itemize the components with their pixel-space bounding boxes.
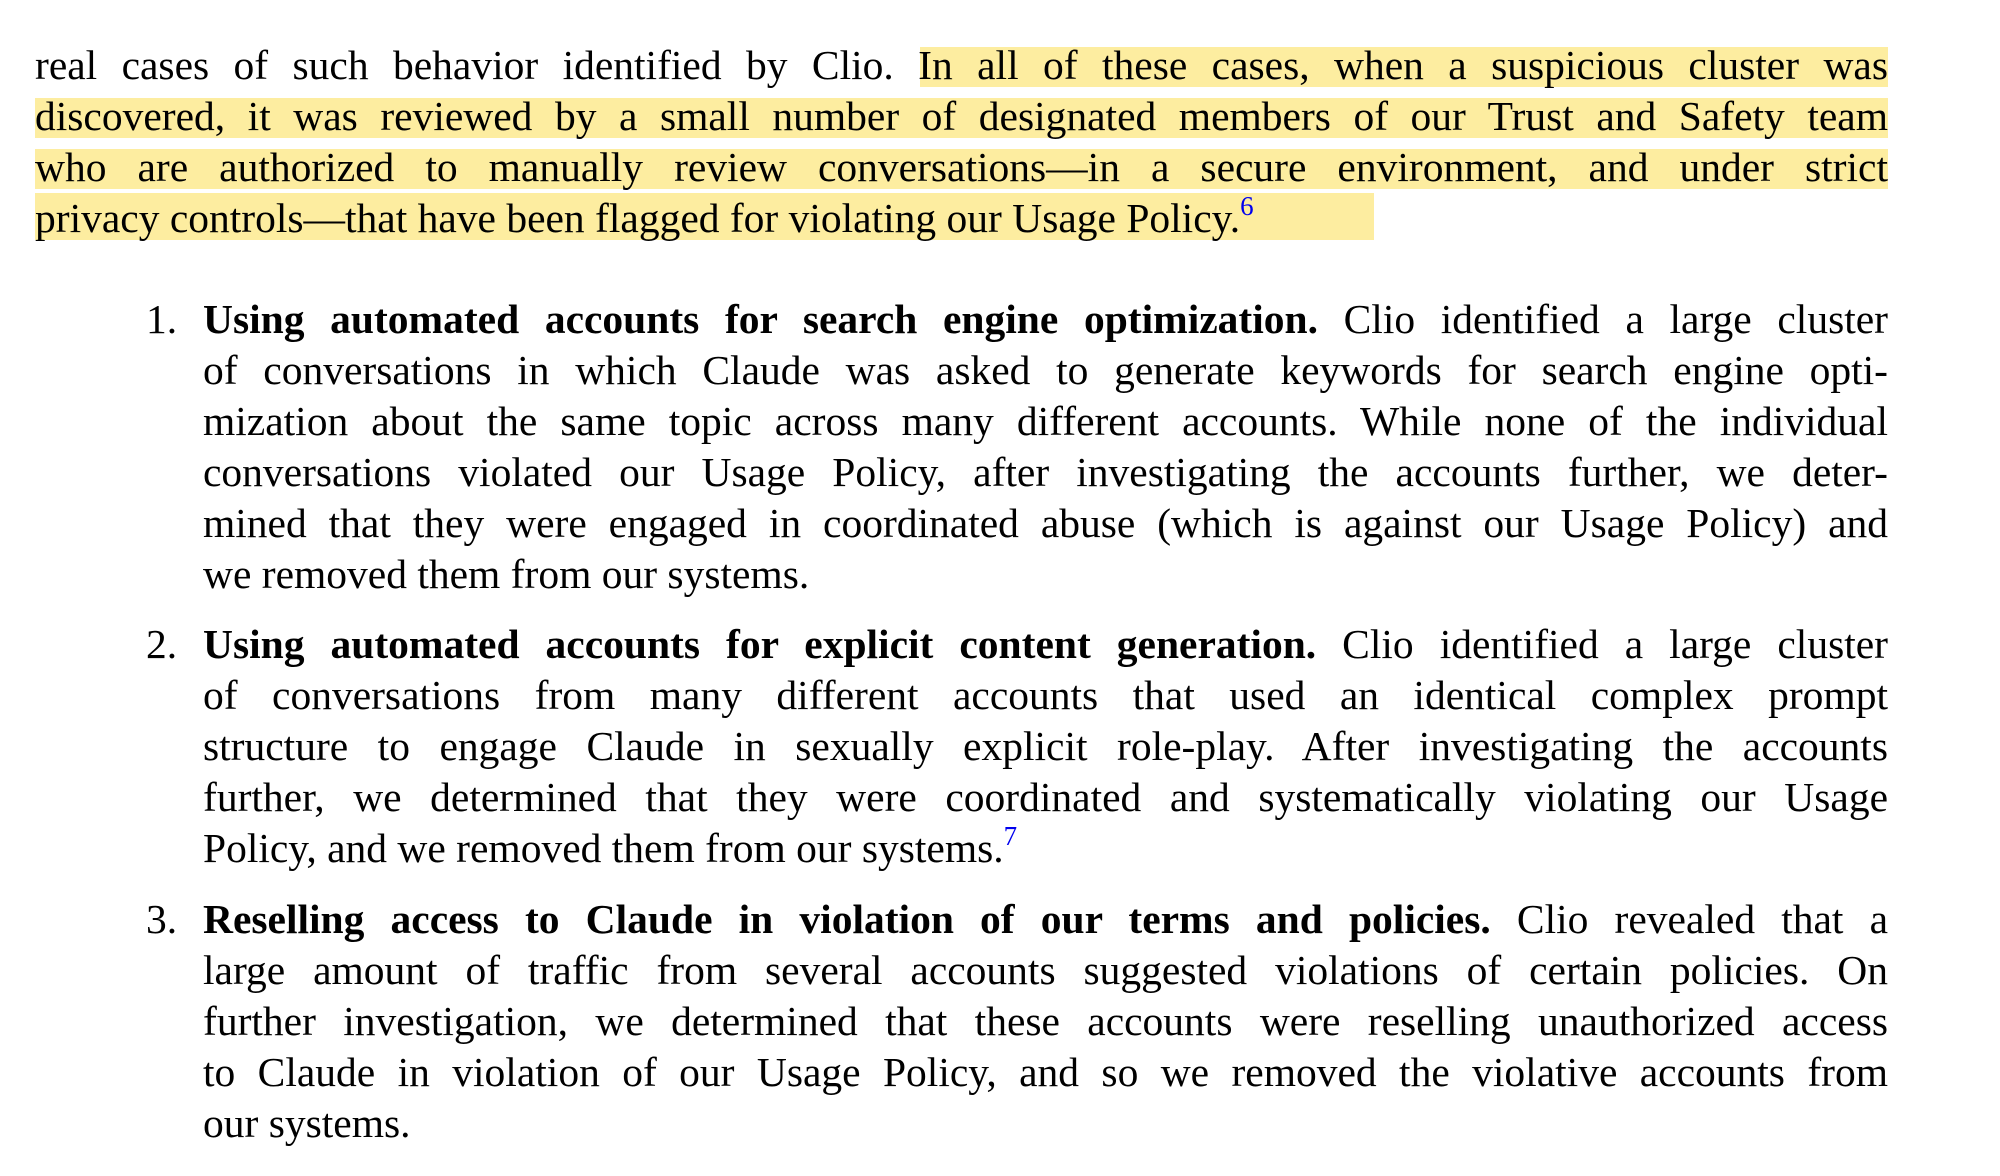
paragraph-text: real cases of such behavior identified by Clio.: [35, 42, 919, 88]
list-item-text: Clio identified a large cluster: [1317, 296, 1888, 342]
paragraph-line: [35, 193, 1888, 244]
list-line: large amount of traffic from several accounts suggested violations of certain policies. On: [203, 947, 1888, 993]
list-line: conversations violated our Usage Policy, after investigating the accounts further, we deter-: [203, 449, 1888, 495]
list-number: 1.: [146, 296, 178, 342]
list-item-title: Reselling access to Claude in violation of our terms and policies.: [203, 896, 1491, 942]
list-line: of conversations from many different accounts that used an identical complex prompt: [203, 672, 1888, 718]
list-line: [203, 894, 1888, 945]
highlighted-text: In all of these cases, when a suspicious cluster was: [918, 42, 1888, 88]
list-line: our systems.: [203, 1100, 411, 1146]
list-line: further investigation, we determined that these accounts were reselling unauthorized access: [203, 998, 1888, 1044]
list-line: mization about the same topic across many different accounts. While none of the individual: [203, 398, 1888, 444]
list-item-title: Using automated accounts for explicit content generation.: [203, 621, 1317, 667]
paragraph-line: [35, 91, 1888, 142]
list-item-text: Clio revealed that a: [1490, 896, 1889, 942]
paragraph-line: [35, 142, 1888, 193]
list-item-title: Using automated accounts for search engine optimization.: [203, 296, 1318, 342]
list-item-text: Policy, and we removed them from our systems.: [203, 825, 1004, 871]
list-item-text: Clio identified a large cluster: [1316, 621, 1888, 667]
list-line: [203, 823, 1888, 874]
list-line: to Claude in violation of our Usage Policy, and so we removed the violative accounts from: [203, 1049, 1888, 1095]
list-number: 2.: [146, 621, 178, 667]
list-line: of conversations in which Claude was asked to generate keywords for search engine opti-: [203, 347, 1888, 393]
list-line: [203, 294, 1888, 345]
highlighted-text: discovered, it was reviewed by a small number of designated members of our Trust and Safety team: [35, 93, 1888, 139]
list-line: mined that they were engaged in coordinated abuse (which is against our Usage Policy) and: [203, 500, 1888, 546]
highlighted-text: who are authorized to manually review conversations—in a secure environment, and under strict: [35, 144, 1888, 190]
list-line: we removed them from our systems.: [203, 551, 810, 597]
list-number: 3.: [146, 896, 178, 942]
paragraph-line: [35, 40, 1888, 91]
footnote-link[interactable]: 7: [1003, 821, 1018, 851]
list-line: [203, 619, 1888, 670]
list-line: further, we determined that they were coordinated and systematically violating our Usage: [203, 774, 1888, 820]
highlighted-text: privacy controls—that have been flagged for violating our Usage Policy: [35, 195, 1230, 241]
footnote-link[interactable]: 6: [1240, 191, 1254, 221]
paragraph-text: .: [1229, 195, 1241, 241]
list-line: structure to engage Claude in sexually explicit role-play. After investigating the accounts: [203, 723, 1888, 769]
